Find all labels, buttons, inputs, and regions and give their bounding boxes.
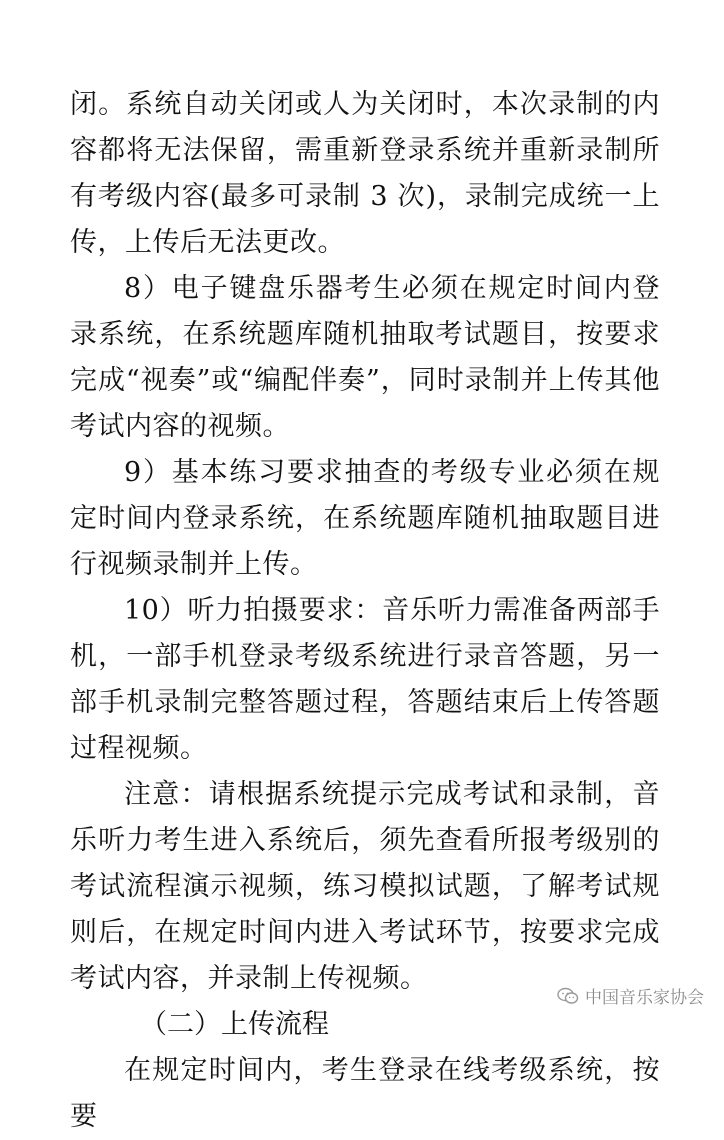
- paragraph-note: 注意：请根据系统提示完成考试和录制，音乐听力考生进入系统后，须先查看所报考级别的考试流程演示视频，练习模拟试题，了解考试规则后，在规定时间内进入考试环节，按要求完成考试内容，并录制上传视频。: [70, 779, 660, 994]
- paragraph-recording-closure: 闭。系统自动关闭或人为关闭时，本次录制的内容都将无法保留，需重新登录系统并重新录制所有考级内容(最多可录制 3 次)，录制完成统一上传，上传后无法更改。: [70, 89, 660, 258]
- wechat-icon: [557, 987, 579, 1005]
- paragraph-item-10: 10）听力拍摄要求：音乐听力需准备两部手机，一部手机登录考级系统进行录音答题，另一部手机录制完整答题过程，答题结束后上传答题过程视频。: [70, 595, 660, 764]
- section-heading: （二）上传流程: [140, 1009, 329, 1040]
- paragraph-item-8: 8）电子键盘乐器考生必须在规定时间内登录系统，在系统题库随机抽取考试题目，按要求完成“视奏”或“编配伴奏”，同时录制并上传其他考试内容的视频。: [70, 273, 660, 442]
- watermark: [557, 983, 704, 1008]
- paragraph-item-9: 9）基本练习要求抽查的考级专业必须在规定时间内登录系统，在系统题库随机抽取题目进行视频录制并上传。: [70, 457, 660, 580]
- document-body: [70, 82, 660, 1140]
- paragraph-upload-process: 在规定时间内，考生登录在线考级系统，按要: [70, 1055, 660, 1132]
- watermark-text: 中国音乐家协会: [585, 988, 704, 1008]
